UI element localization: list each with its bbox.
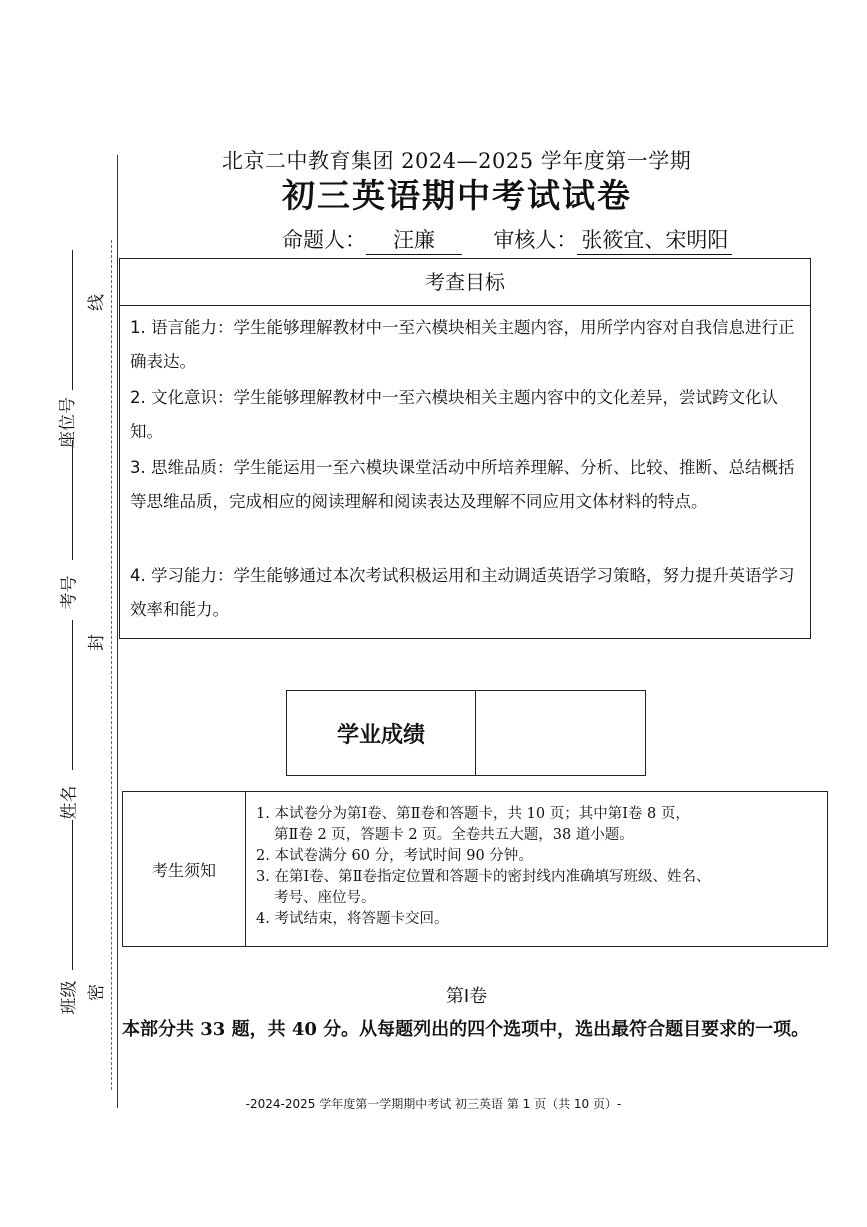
binding-border-line bbox=[117, 155, 118, 1108]
score-value-cell[interactable] bbox=[476, 691, 645, 775]
notice-item: 第Ⅱ卷 2 页，答题卡 2 页。全卷共五大题，38 道小题。 bbox=[274, 827, 634, 843]
objectives-box bbox=[119, 258, 811, 639]
binding-mark-secret: 密 bbox=[87, 984, 107, 1001]
exam-number-blank[interactable] bbox=[72, 440, 73, 560]
notice-item: 1. 本试卷分为第Ⅰ卷、第Ⅱ卷和答题卡，共 10 页；其中第Ⅰ卷 8 页， bbox=[256, 806, 690, 822]
setter-name: 汪廉 bbox=[366, 224, 462, 255]
score-box bbox=[286, 690, 646, 776]
seal-dashed-line bbox=[111, 240, 112, 1090]
notice-item: 考号、座位号。 bbox=[274, 890, 376, 906]
seat-number-blank[interactable] bbox=[72, 250, 73, 390]
notice-item: 4. 考试结束，将答题卡交回。 bbox=[256, 911, 449, 927]
reviewer-label: 审核人： bbox=[493, 228, 578, 252]
name-blank[interactable] bbox=[72, 620, 73, 770]
objectives-title: 考查目标 bbox=[120, 259, 810, 306]
class-label: 班级 bbox=[59, 980, 80, 1015]
setter-label: 命题人： bbox=[282, 228, 366, 252]
notice-item: 2. 本试卷满分 60 分，考试时间 90 分钟。 bbox=[256, 848, 533, 864]
binding-mark-seal: 封 bbox=[87, 634, 107, 651]
school-line: 北京二中教育集团 2024—2025 学年度第一学期 bbox=[222, 149, 692, 173]
reviewer-name: 张筱宜、宋明阳 bbox=[577, 224, 732, 255]
name-label: 姓名 bbox=[59, 785, 80, 820]
notice-list bbox=[246, 792, 827, 946]
page-footer: -2024-2025 学年度第一学期期中考试 初三英语 第 1 页（共 10 页）- bbox=[245, 1097, 622, 1111]
score-label: 学业成绩 bbox=[287, 691, 476, 775]
objective-item: 2. 文化意识：学生能够理解教材中一至六模块相关主题内容中的文化差异，尝试跨文化认知。 bbox=[130, 388, 778, 441]
part-one-title: 第Ⅰ卷 bbox=[445, 986, 488, 1007]
class-blank[interactable] bbox=[72, 820, 73, 970]
notice-box bbox=[122, 791, 828, 947]
seat-number-label: 座位号 bbox=[58, 397, 78, 448]
binding-mark-line: 线 bbox=[87, 294, 107, 311]
part-one-description: 本部分共 33 题，共 40 分。从每题列出的四个选项中，选出最符合题目要求的一项。 bbox=[122, 1019, 810, 1040]
notice-item: 3. 在第Ⅰ卷、第Ⅱ卷指定位置和答题卡的密封线内准确填写班级、姓名、 bbox=[256, 869, 711, 885]
objective-item: 1. 语言能力：学生能够理解教材中一至六模块相关主题内容，用所学内容对自我信息进行正确表达。 bbox=[130, 318, 795, 371]
page-title: 初三英语期中考试试卷 bbox=[282, 176, 632, 215]
exam-number-label: 考号 bbox=[59, 575, 80, 610]
objective-item: 4. 学习能力：学生能够通过本次考试积极运用和主动调适英语学习策略，努力提升英语学习效率和能力。 bbox=[130, 566, 795, 619]
notice-label: 考生须知 bbox=[123, 792, 246, 946]
authors-line bbox=[282, 224, 732, 255]
objective-item: 3. 思维品质：学生能运用一至六模块课堂活动中所培养理解、分析、比较、推断、总结概括等思维品质，完成相应的阅读理解和阅读表达及理解不同应用文体材料的特点。 bbox=[130, 458, 795, 511]
